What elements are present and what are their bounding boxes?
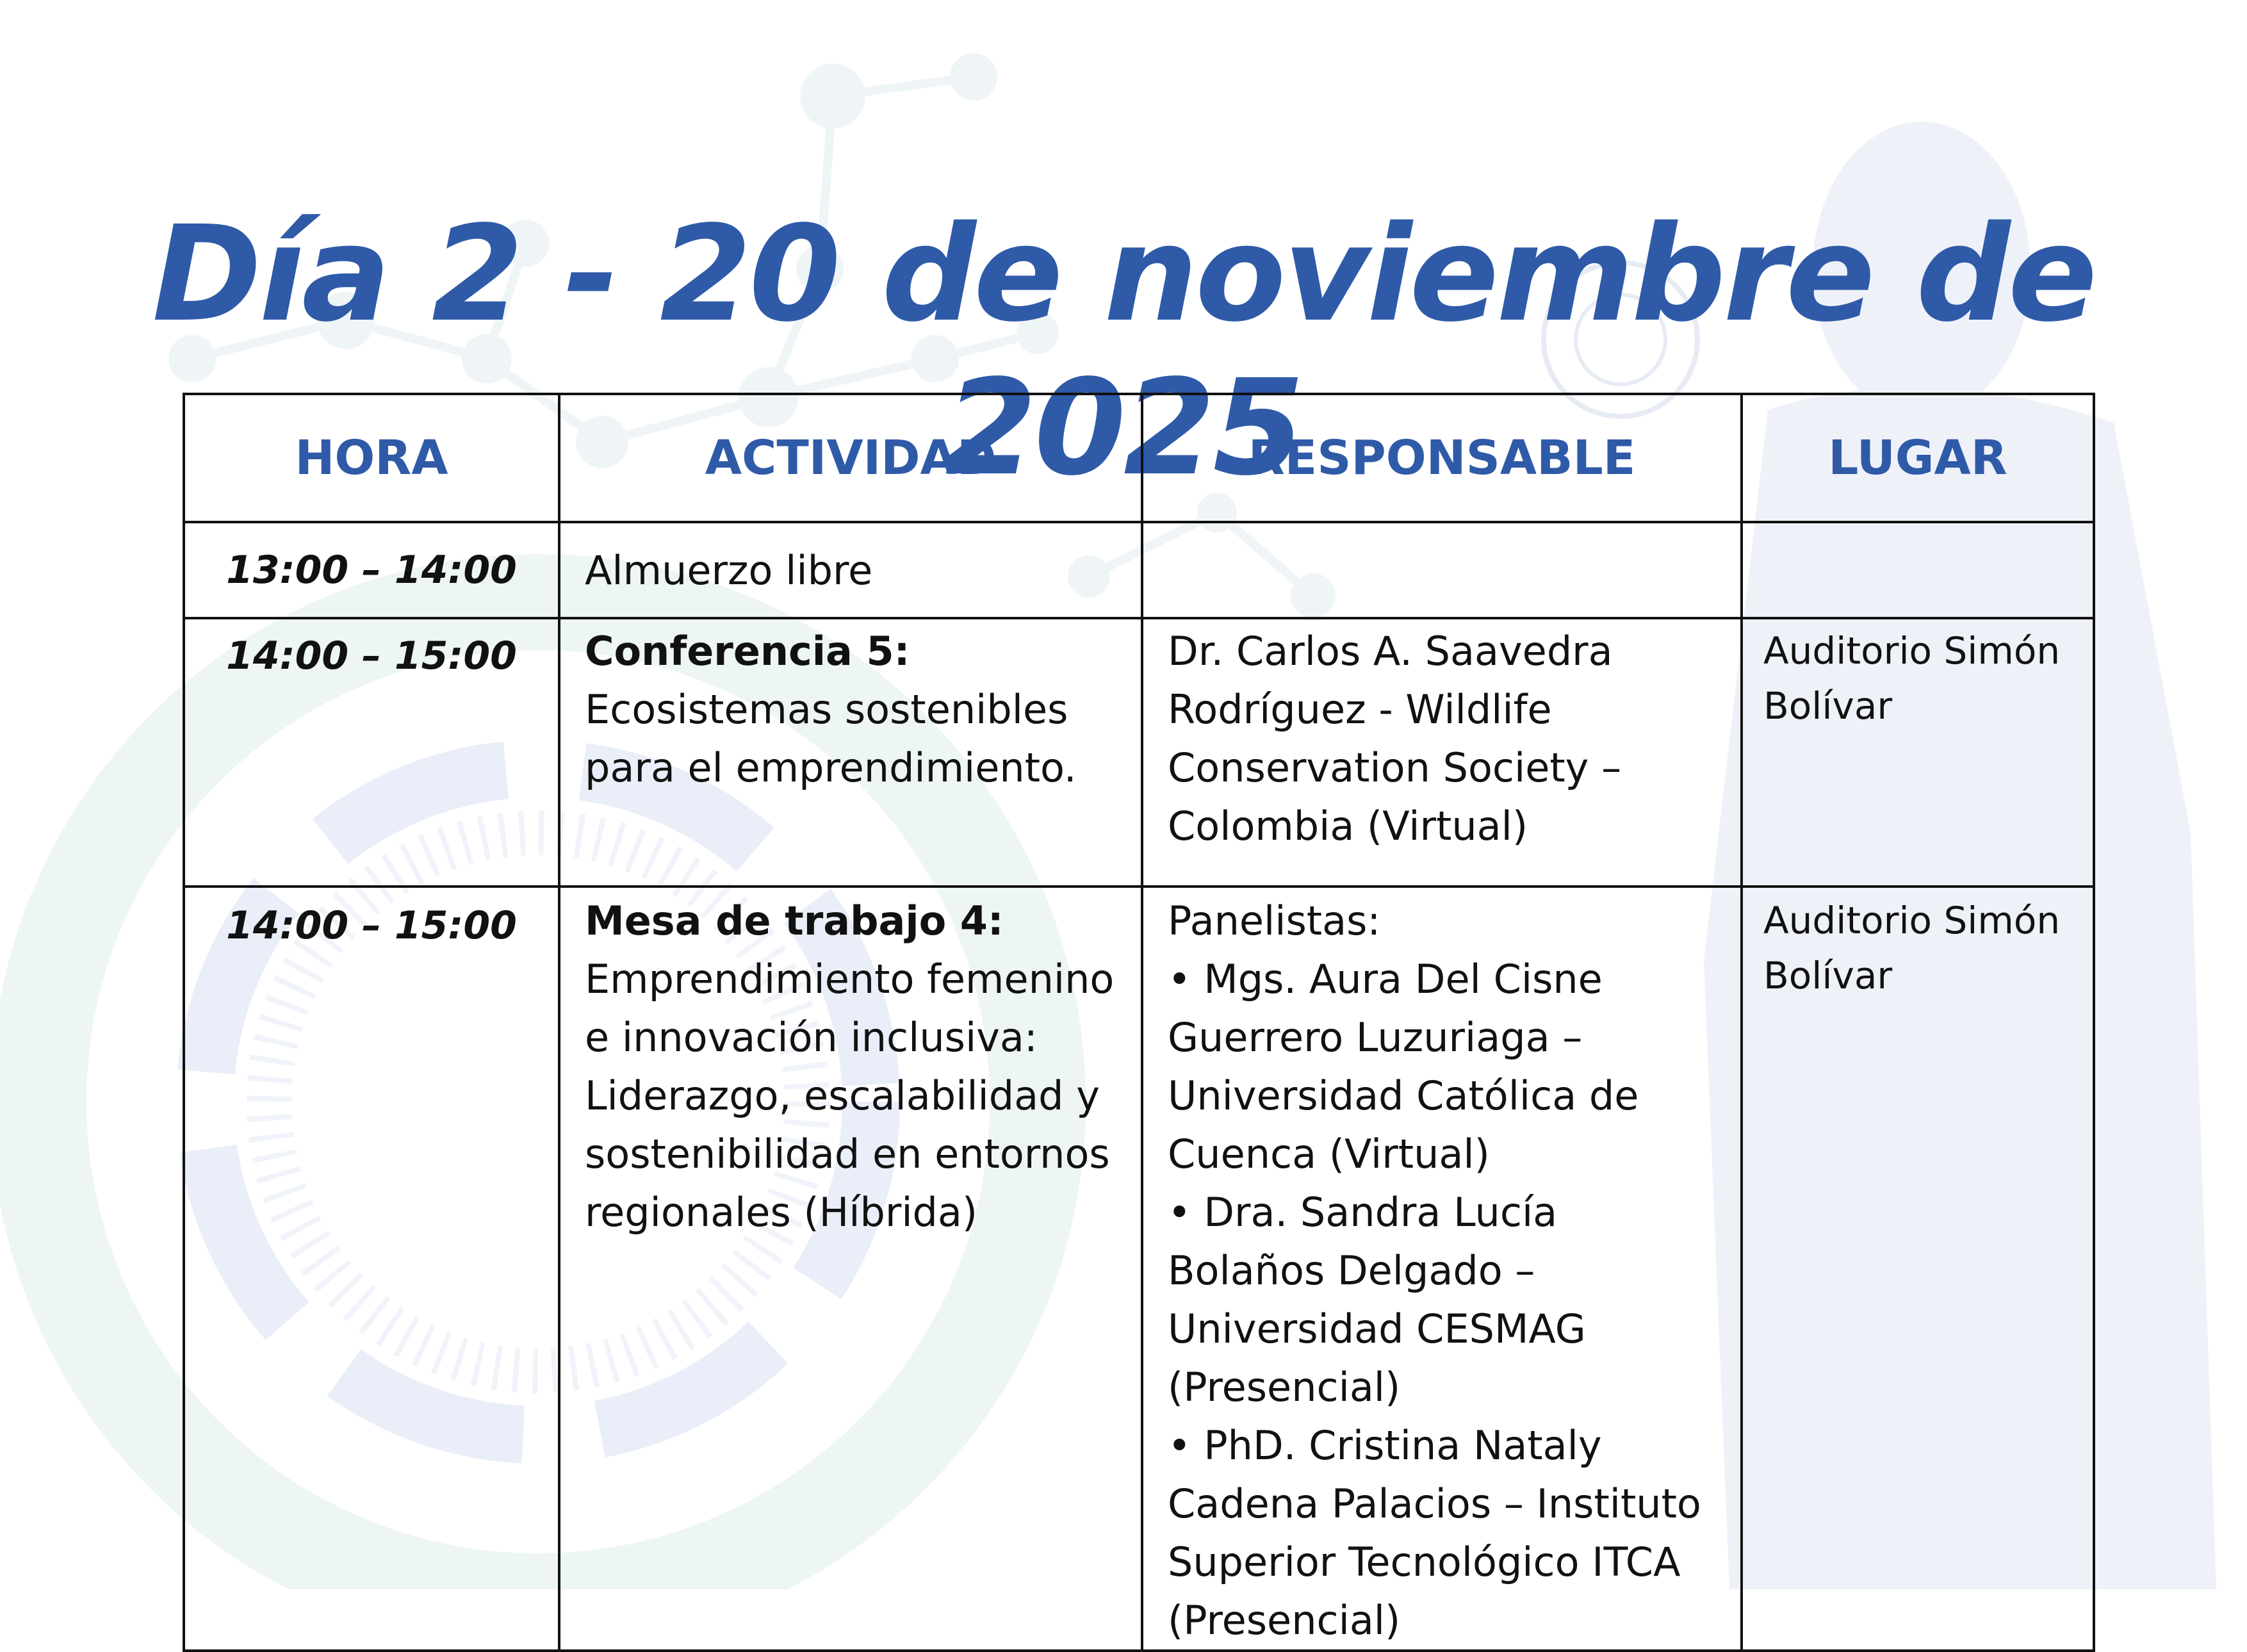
lugar-cell xyxy=(1742,522,2094,618)
responsable-cell xyxy=(1142,618,1742,887)
table-row xyxy=(184,887,2094,1651)
panelist-item: • Dra. Sandra Lucía Bolaños Delgado – Universidad CESMAG (Presencial) xyxy=(1168,1189,1586,1411)
actividad-text: Ecosistemas sostenibles para el emprendimiento. xyxy=(585,686,1077,791)
lugar-cell: Auditorio Simón Bolívar xyxy=(1742,618,2094,887)
actividad-cell xyxy=(559,887,1142,1651)
header-lugar: LUGAR xyxy=(1742,394,2094,522)
hora-cell: 13:00 – 14:00 xyxy=(184,522,559,618)
actividad-cell xyxy=(559,522,1142,618)
hora-cell: 14:00 – 15:00 xyxy=(184,618,559,887)
responsable-text: Dr. Carlos A. Saavedra Rodríguez - Wildlife Conservation Society – Colombia (Virtual) xyxy=(1168,628,1622,849)
panelist-item: • PhD. Cristina Nataly Cadena Palacios – Instituto Superior Tecnológico ITCA (Presencial) xyxy=(1168,1422,1701,1644)
actividad-cell xyxy=(559,618,1142,887)
schedule-table xyxy=(183,393,2095,1652)
actividad-text: Emprendimiento femenino e innovación inclusiva: Liderazgo, escalabilidad y sostenibilidad en entornos regionales (Híbrida) xyxy=(585,956,1115,1236)
responsable-cell xyxy=(1142,887,1742,1651)
lugar-cell: Auditorio Simón Bolívar xyxy=(1742,887,2094,1651)
table-row xyxy=(184,522,2094,618)
table-header-row xyxy=(184,394,2094,522)
hora-cell: 14:00 – 15:00 xyxy=(184,887,559,1651)
responsable-cell xyxy=(1142,522,1742,618)
actividad-title: Mesa de trabajo 4: xyxy=(585,897,1004,944)
panelistas-label: Panelistas: xyxy=(1168,897,1381,944)
page-title: Día 2 - 20 de noviembre de 2025 xyxy=(152,197,2095,505)
panelist-item: • Mgs. Aura Del Cisne Guerrero Luzuriaga – Universidad Católica de Cuenca (Virtual) xyxy=(1168,956,1639,1177)
actividad-text: Almuerzo libre xyxy=(585,546,873,594)
header-hora: HORA xyxy=(184,394,559,522)
actividad-title: Conferencia 5: xyxy=(585,628,910,675)
header-responsable: RESPONSABLE xyxy=(1142,394,1742,522)
table-row xyxy=(184,618,2094,887)
header-actividad: ACTIVIDAD xyxy=(559,394,1142,522)
